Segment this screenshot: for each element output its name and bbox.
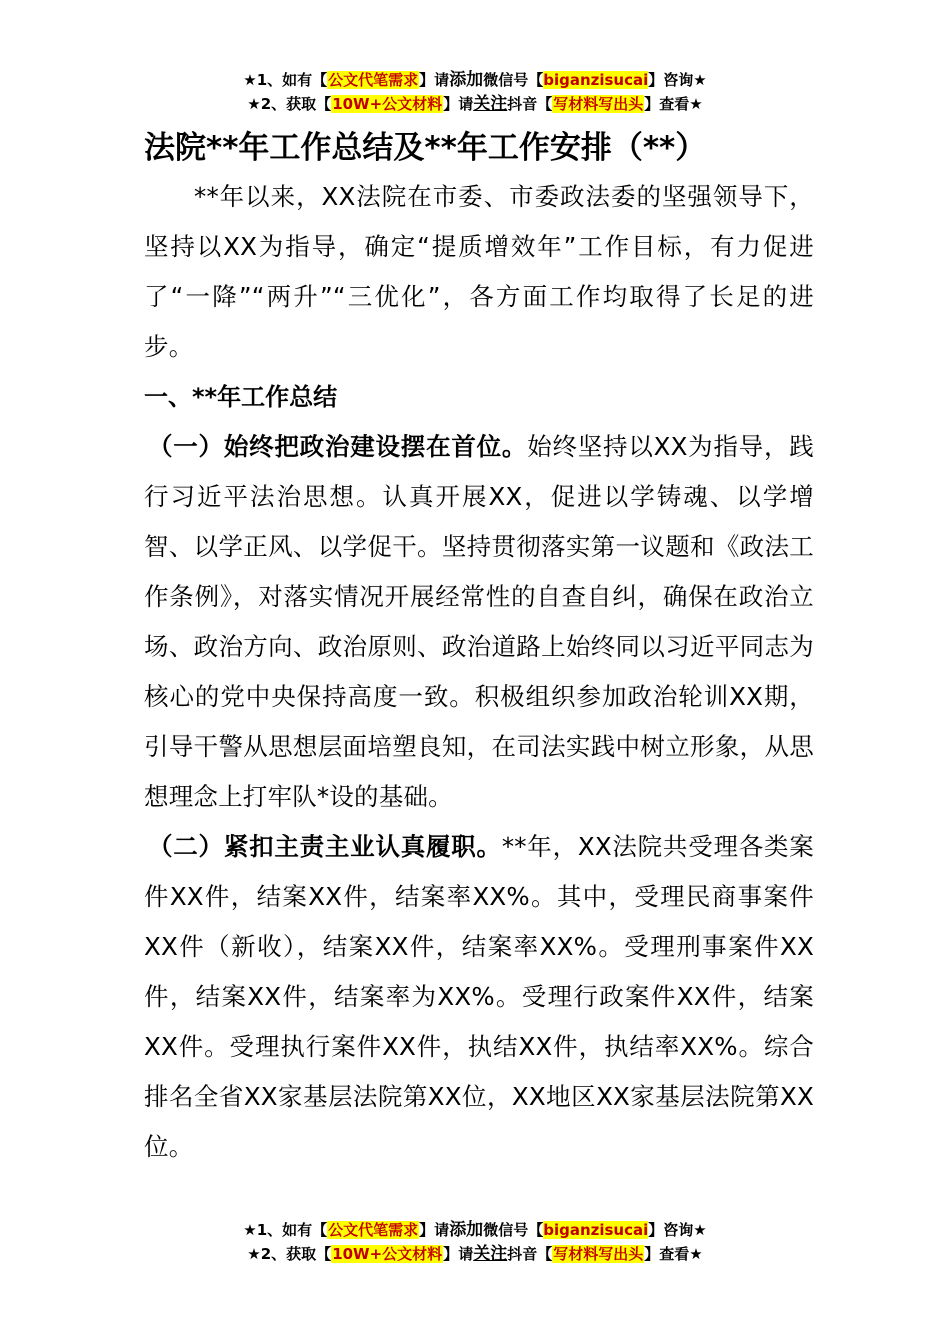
banner-douyin-id: 写材料写出头 <box>553 95 644 113</box>
banner-line-2 <box>0 92 950 116</box>
footer-banner <box>0 1218 950 1266</box>
banner-emphasis: 添加 <box>449 70 484 90</box>
subsection-2 <box>144 822 814 1172</box>
banner-highlight: 10W+公文材料 <box>332 1245 443 1263</box>
banner-emphasis: 关注 <box>473 1244 508 1264</box>
banner-text: 微信号【 <box>483 71 544 89</box>
banner-line-2 <box>0 1242 950 1266</box>
banner-text: 】请 <box>419 1221 450 1239</box>
banner-line-1 <box>0 68 950 92</box>
banner-text: ★1、如有【 <box>243 71 328 89</box>
banner-text: ★2、获取【 <box>247 95 332 113</box>
banner-text: 】查看★ <box>644 95 703 113</box>
subsection-2-body: **年，XX法院共受理各类案件XX件，结案XX件，结案率XX%。其中，受理民商事案件XX件（新收），结案XX件，结案率XX%。受理刑事案件XX件，结案XX件，结案率为XX%。受理行政案件XX件，结案XX件。受理执行案件XX件，执结XX件，执结率XX%。综合排名全省XX家基层法院第XX位，XX地区XX家基层法院第XX位。 <box>144 832 814 1161</box>
header-banner <box>0 68 950 116</box>
subsection-2-heading: （二）紧扣主责主业认真履职。 <box>148 832 502 861</box>
banner-text: 】咨询★ <box>648 71 707 89</box>
banner-line-1 <box>0 1218 950 1242</box>
section-heading: 一、**年工作总结 <box>144 383 338 411</box>
banner-emphasis: 关注 <box>473 94 508 114</box>
banner-wechat-id: biganzisucai <box>543 1221 649 1239</box>
document-body <box>144 124 814 1172</box>
banner-text: ★2、获取【 <box>247 1245 332 1263</box>
banner-douyin-id: 写材料写出头 <box>553 1245 644 1263</box>
banner-text: 】请 <box>443 95 474 113</box>
banner-emphasis: 添加 <box>449 1220 484 1240</box>
banner-highlight: 公文代笔需求 <box>328 71 419 89</box>
banner-highlight: 10W+公文材料 <box>332 95 443 113</box>
banner-text: ★1、如有【 <box>243 1221 328 1239</box>
banner-text: 】请 <box>419 71 450 89</box>
banner-text: 】咨询★ <box>648 1221 707 1239</box>
banner-highlight: 公文代笔需求 <box>328 1221 419 1239</box>
subsection-1 <box>144 422 814 822</box>
subsection-1-body: 始终坚持以XX为指导，践行习近平法治思想。认真开展XX，促进以学铸魂、以学增智、以学正风、以学促干。坚持贯彻落实第一议题和《政法工作条例》，对落实情况开展经常性的自查自纠，确保在政治立场、政治方向、政治原则、政治道路上始终同以习近平同志为核心的党中央保持高度一致。积极组织参加政治轮训XX期，引导干警从思想层面培塑良知，在司法实践中树立形象，从思想理念上打牢队*设的基础。 <box>144 432 814 811</box>
banner-text: 微信号【 <box>483 1221 544 1239</box>
banner-text: 抖音【 <box>507 1245 553 1263</box>
banner-wechat-id: biganzisucai <box>543 71 649 89</box>
subsection-1-heading: （一）始终把政治建设摆在首位。 <box>148 432 528 461</box>
banner-text: 抖音【 <box>507 95 553 113</box>
banner-text: 】查看★ <box>644 1245 703 1263</box>
intro-paragraph: **年以来，XX法院在市委、市委政法委的坚强领导下，坚持以XX为指导，确定“提质增效年”工作目标，有力促进了“一降”“两升”“三优化”，各方面工作均取得了长足的进步。 <box>144 182 814 361</box>
banner-text: 】请 <box>443 1245 474 1263</box>
document-title: 法院**年工作总结及**年工作安排（**） <box>144 130 707 166</box>
